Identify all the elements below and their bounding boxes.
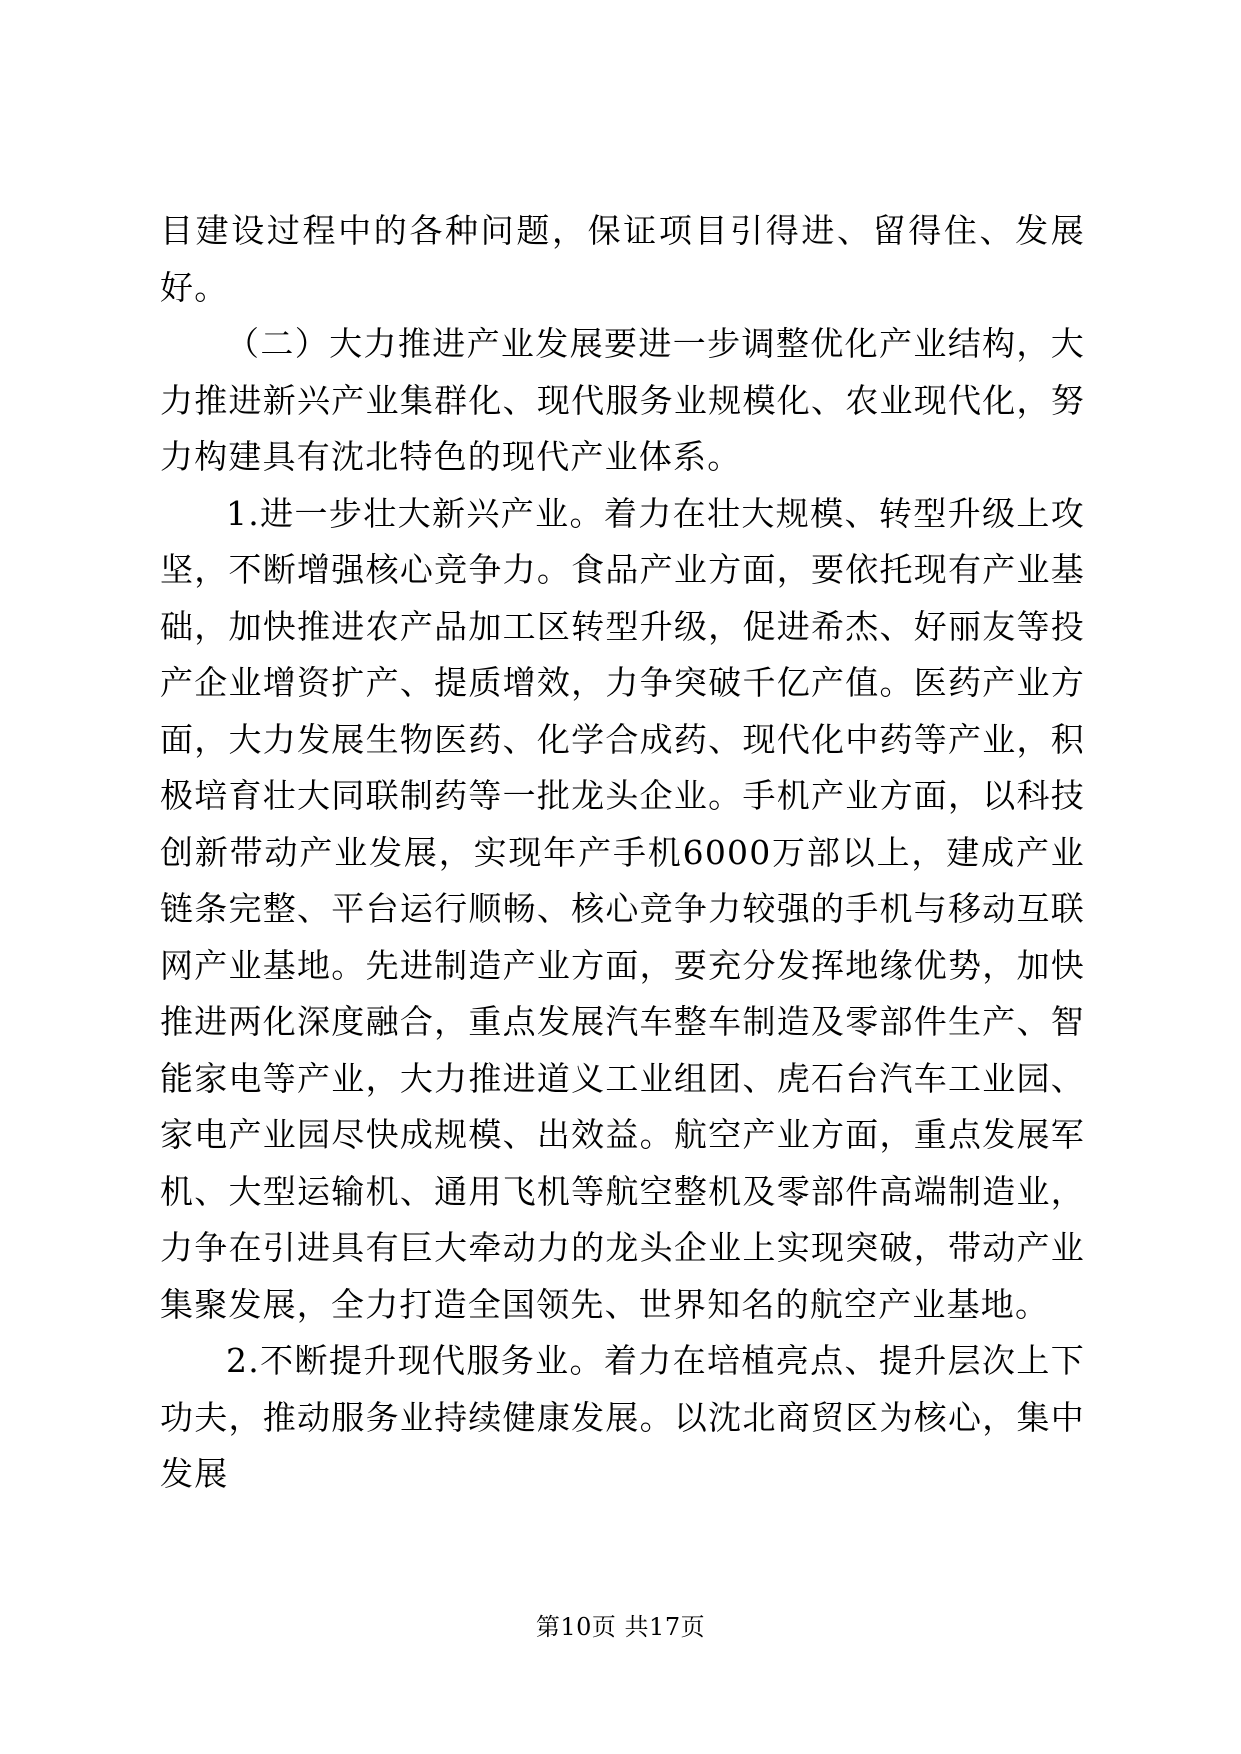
page-number-footer: 第10页 共17页 — [535, 1613, 706, 1641]
paragraph-modern-services: 2.不断提升现代服务业。着力在培植亮点、提升层次上下功夫，推动服务业持续健康发展。以沈北商贸区为核心，集中发展 — [160, 1341, 1085, 1493]
paragraph-emerging-industries: 1.进一步壮大新兴产业。着力在壮大规模、转型升级上攻坚，不断增强核心竞争力。食品产业方面，要依托现有产业基础，加快推进农产品加工区转型升级，促进希杰、好丽友等投产企业增资扩产、提质增效，力争突破千亿产值。医药产业方面，大力发展生物医药、化学合成药、现代化中药等产业，积极培育壮大同联制药等一批龙头企业。手机产业方面，以科技创新带动产业发展，实现年产手机6000万部以上，建成产业链条完整、平台运行顺畅、核心竞争力较强的手机与移动互联网产业基地。先进制造产业方面，要充分发挥地缘优势，加快推进两化深度融合，重点发展汽车整车制造及零部件生产、智能家电等产业，大力推进道义工业组团、虎石台汽车工业园、家电产业园尽快成规模、出效益。航空产业方面，重点发展军机、大型运输机、通用飞机等航空整机及零部件高端制造业，力争在引进具有巨大牵动力的龙头企业上实现突破，带动产业集聚发展，全力打造全国领先、世界知名的航空产业基地。 — [160, 493, 1085, 1324]
paragraph-section-two: （二）大力推进产业发展要进一步调整优化产业结构，大力推进新兴产业集群化、现代服务业规模化、农业现代化，努力构建具有沈北特色的现代产业体系。 — [160, 324, 1085, 476]
paragraph-continuation: 目建设过程中的各种问题，保证项目引得进、留得住、发展好。 — [160, 211, 1085, 307]
document-body — [160, 203, 1085, 1503]
